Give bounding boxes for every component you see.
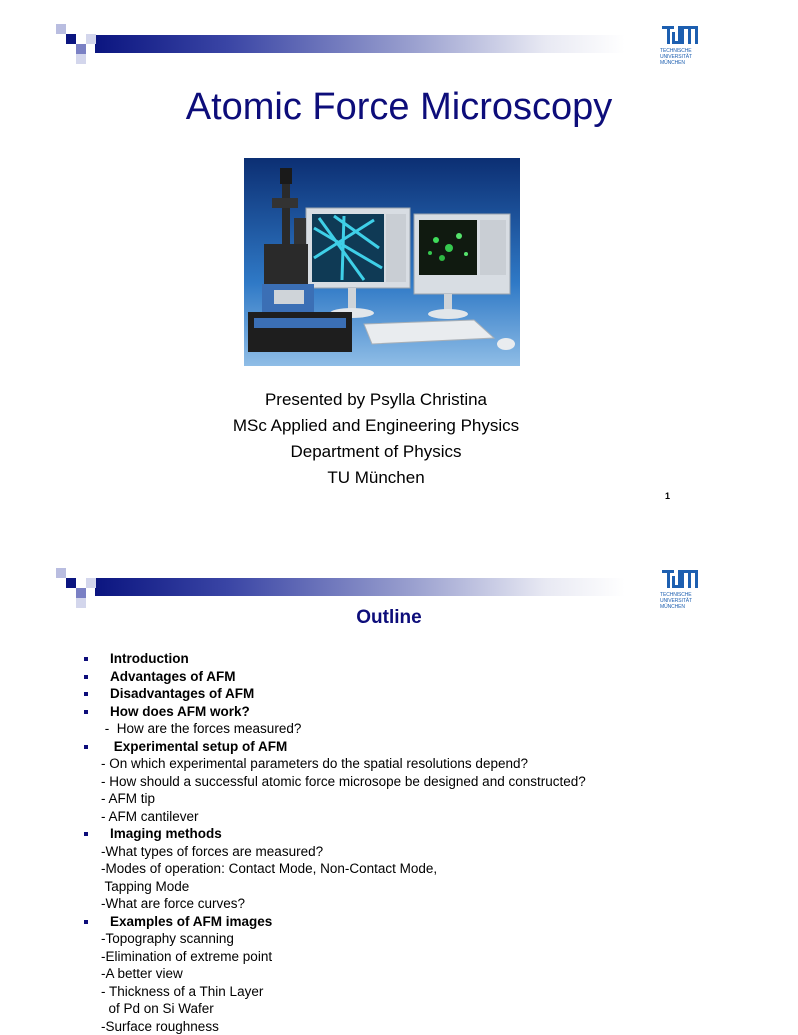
outline-text: - AFM tip: [101, 790, 155, 808]
outline-subitem: [84, 965, 724, 983]
outline-subitem: [84, 948, 724, 966]
outline-item: [84, 650, 724, 668]
outline-text: - AFM cantilever: [101, 808, 199, 826]
outline-text: Experimental setup of AFM: [110, 738, 287, 756]
outline-text: Tapping Mode: [101, 878, 189, 896]
header-gradient-bar: [95, 35, 625, 53]
decor-square: [76, 54, 86, 64]
outline-item: [84, 825, 724, 843]
presenter-line: MSc Applied and Engineering Physics: [0, 416, 752, 436]
presenter-line: Department of Physics: [0, 442, 752, 462]
outline-subitem: [84, 773, 724, 791]
outline-subitem: [84, 930, 724, 948]
outline-text: - How are the forces measured?: [101, 720, 301, 738]
logo-line: UNIVERSITÄT: [660, 54, 700, 60]
presenter-line: Presented by Psylla Christina: [0, 390, 752, 410]
outline-text: -Surface roughness: [101, 1018, 219, 1035]
decor-square: [76, 44, 86, 54]
outline-text: Imaging methods: [110, 825, 222, 843]
outline-subitem: [84, 808, 724, 826]
outline-subitem: [84, 843, 724, 861]
page-number: 1: [665, 491, 670, 501]
outline-text: -Topography scanning: [101, 930, 234, 948]
outline-item: [84, 685, 724, 703]
outline-text: -Modes of operation: Contact Mode, Non-Contact Mode,: [101, 860, 437, 878]
bullet-icon: [84, 657, 88, 661]
decor-square: [76, 588, 86, 598]
outline-subitem: [84, 1018, 724, 1035]
decor-square: [56, 568, 66, 578]
outline-subitem: [84, 720, 724, 738]
bullet-icon: [84, 692, 88, 696]
outline-list: [84, 650, 724, 1035]
outline-item: [84, 738, 724, 756]
bullet-icon: [84, 920, 88, 924]
outline-text: Examples of AFM images: [110, 913, 272, 931]
outline-text: -Elimination of extreme point: [101, 948, 272, 966]
decor-square: [56, 24, 66, 34]
outline-text: -What are force curves?: [101, 895, 245, 913]
decor-square: [86, 34, 96, 44]
slide-title: Outline: [0, 607, 778, 629]
outline-item: [84, 913, 724, 931]
decor-square: [66, 578, 76, 588]
logo-line: UNIVERSITÄT: [660, 598, 700, 604]
slide-2: [0, 562, 768, 1024]
outline-subitem: [84, 895, 724, 913]
logo-line: TECHNISCHE: [660, 48, 700, 54]
bullet-icon: [84, 710, 88, 714]
logo-line: MÜNCHEN: [660, 604, 700, 610]
tum-logo-text: [660, 48, 700, 66]
slide-1: [0, 0, 768, 530]
bullet-icon: [84, 675, 88, 679]
outline-text: - On which experimental parameters do the spatial resolutions depend?: [101, 755, 528, 773]
outline-text: How does AFM work?: [110, 703, 250, 721]
outline-text: Disadvantages of AFM: [110, 685, 254, 703]
outline-subitem: [84, 860, 724, 878]
afm-workstation-photo: [244, 158, 520, 366]
presenter-line: TU München: [0, 468, 752, 488]
header-gradient-bar: [95, 578, 625, 596]
outline-subitem: [84, 1000, 724, 1018]
bullet-icon: [84, 832, 88, 836]
outline-text: Advantages of AFM: [110, 668, 236, 686]
outline-subitem: [84, 878, 724, 896]
outline-text: - How should a successful atomic force microsope be designed and constructed?: [101, 773, 586, 791]
logo-line: TECHNISCHE: [660, 592, 700, 598]
outline-subitem: [84, 755, 724, 773]
outline-text: -A better view: [101, 965, 183, 983]
outline-text: of Pd on Si Wafer: [101, 1000, 214, 1018]
outline-item: [84, 703, 724, 721]
outline-text: - Thickness of a Thin Layer: [101, 983, 263, 1001]
decor-square: [86, 578, 96, 588]
decor-square: [66, 34, 76, 44]
logo-line: MÜNCHEN: [660, 60, 700, 66]
outline-subitem: [84, 983, 724, 1001]
outline-subitem: [84, 790, 724, 808]
outline-text: -What types of forces are measured?: [101, 843, 323, 861]
bullet-icon: [84, 745, 88, 749]
outline-text: Introduction: [110, 650, 189, 668]
slide-title: Atomic Force Microscopy: [0, 86, 798, 129]
outline-item: [84, 668, 724, 686]
